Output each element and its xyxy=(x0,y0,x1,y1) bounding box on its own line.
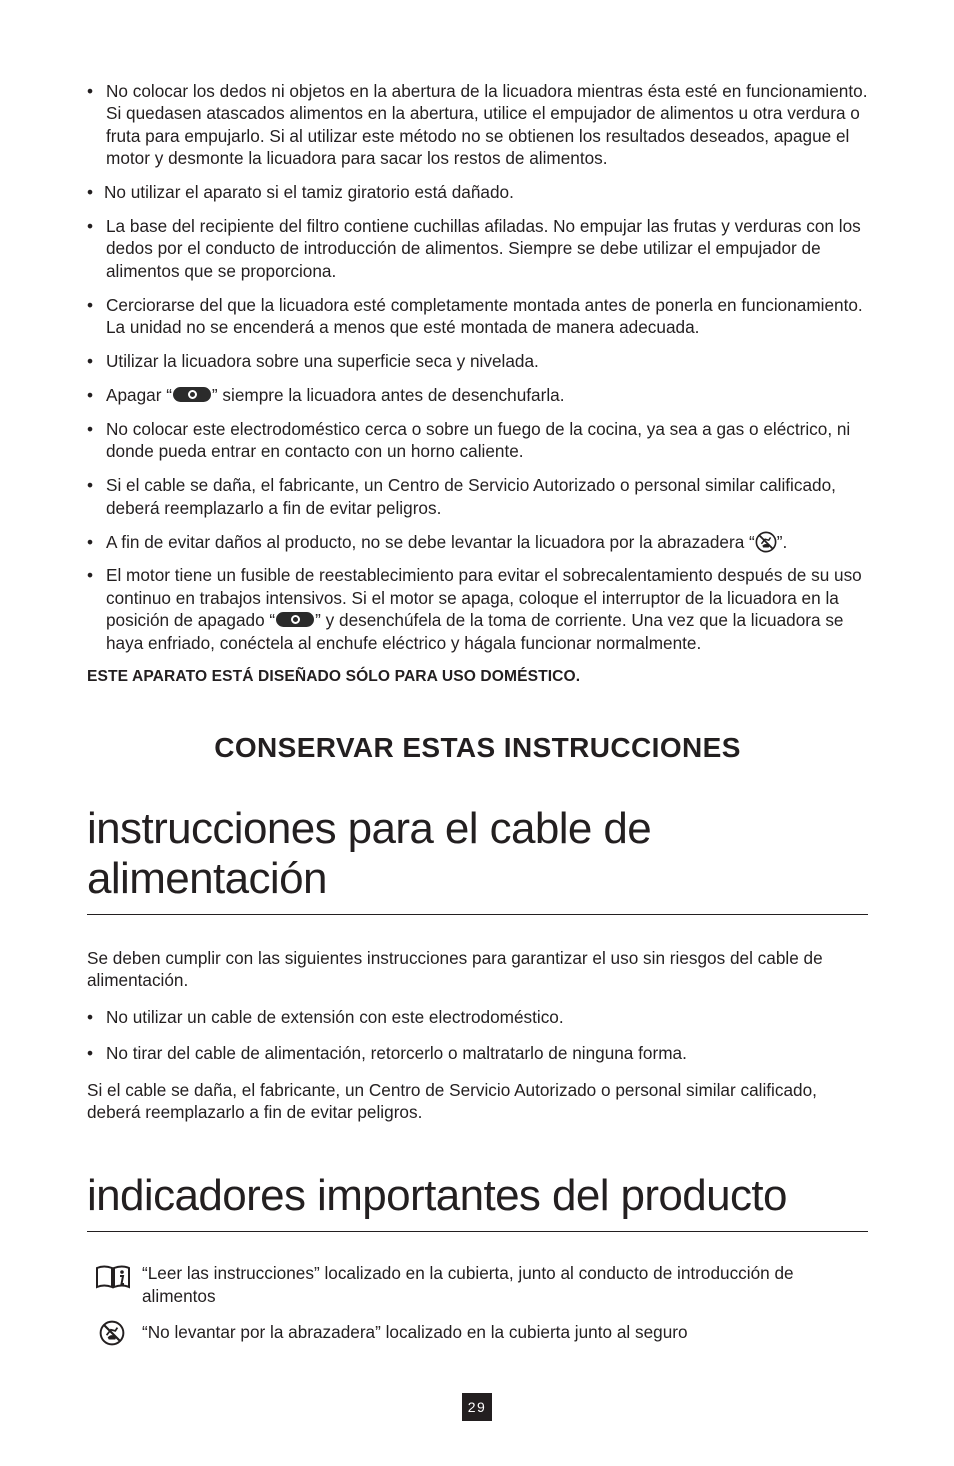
list-item: • Utilizar la licuadora sobre una superficie seca y nivelada. xyxy=(87,351,539,372)
bullet-text: ” siempre la licuadora antes de desenchufarla. xyxy=(211,384,565,405)
bullet-text: Apagar “ xyxy=(106,384,172,405)
list-item: • La base del recipiente del filtro contiene cuchillas afiladas. No empujar las frutas y verduras con los dedos por el conducto de introducción de alimentos. Siempre se debe utilizar el empujador de alimentos que se proporciona. xyxy=(87,216,861,281)
cord-section-title: instrucciones para el cable de alimentación xyxy=(87,804,868,915)
no-lift-clamp-icon xyxy=(99,1320,125,1346)
bullet-text: No colocar los dedos ni objetos en la abertura de la licuadora mientras ésta esté en funcionamiento. Si quedasen atascados alimentos en la abertura, utilice el empujador de alimentos u otra verdura o fruta para empujarlo. Si al utilizar este método no se obtienen los resultados deseados, apague el motor y desmonte la licuadora para sacar los restos de alimentos. xyxy=(106,81,868,169)
indicator-text: “Leer las instrucciones” localizado en la cubierta, junto al conducto de introducción de alimentos xyxy=(142,1263,794,1306)
bullet-text: No utilizar un cable de extensión con este electrodoméstico. xyxy=(106,1006,564,1027)
list-item: • Apagar “ ” siempre la licuadora antes de desenchufarla. xyxy=(87,384,565,405)
list-item: • Cerciorarse del que la licuadora esté completamente montada antes de ponerla en funcionamiento. La unidad no se encenderá a menos que esté montada de manera adecuada. xyxy=(87,294,863,338)
page-number: 29 xyxy=(462,1393,492,1421)
bullet-text: Cerciorarse del que la licuadora esté completamente montada antes de ponerla en funcionamiento. La unidad no se encenderá a menos que esté montada de manera adecuada. xyxy=(106,294,863,338)
cord-bullet-list xyxy=(87,1006,868,1065)
bullet-text: No utilizar el aparato si el tamiz giratorio está dañado. xyxy=(104,182,514,203)
read-instructions-icon xyxy=(95,1264,131,1290)
list-item: • No tirar del cable de alimentación, retorcerlo o maltratarlo de ninguna forma. xyxy=(87,1043,687,1064)
list-item: • El motor tiene un fusible de reestablecimiento para evitar el sobrecalentamiento después de su uso continuo en trabajos intensivos. Si el motor se apaga, coloque el interruptor de la licuadora en la posición de apagado “ ” y desenchúfela de la toma de corriente. Una vez que la licuadora se haya enfriado, conéctela al enchufe eléctrico y hágala funcionar normalmente. xyxy=(87,565,862,653)
bullet-text: ” y desenchúfela de la toma de corriente. Una vez que la licuadora se haya enfriado, conéctela al enchufe eléctrico y hágala funcionar normalmente. xyxy=(106,610,844,653)
list-item: • A fin de evitar daños al producto, no se debe levantar la licuadora por la abrazadera “ ”. xyxy=(87,531,788,552)
list-item: • No utilizar el aparato si el tamiz giratorio está dañado. xyxy=(87,182,514,203)
save-instructions-heading: CONSERVAR ESTAS INSTRUCCIONES xyxy=(214,732,741,764)
list-item: • No colocar este electrodoméstico cerca o sobre un fuego de la cocina, ya sea a gas o eléctrico, ni donde pueda entrar en contacto con un horno caliente. xyxy=(87,418,851,462)
no-lift-clamp-icon xyxy=(755,531,777,553)
list-item xyxy=(87,1262,868,1307)
list-item xyxy=(87,1321,868,1343)
bullet-text: No colocar este electrodoméstico cerca o sobre un fuego de la cocina, ya sea a gas o eléctrico, ni donde pueda entrar en contacto con un horno caliente. xyxy=(106,418,851,462)
bullet-text: Si el cable se daña, el fabricante, un Centro de Servicio Autorizado o personal similar calificado, deberá reemplazarlo a fin de evitar peligros. xyxy=(106,475,836,518)
household-notice: ESTE APARATO ESTÁ DISEÑADO SÓLO PARA USO DOMÉSTICO. xyxy=(87,668,581,686)
indicators-list xyxy=(87,1262,868,1343)
off-button-icon xyxy=(173,387,211,402)
indicator-text: “No levantar por la abrazadera” localizado en la cubierta junto al seguro xyxy=(142,1322,688,1343)
bullet-text: Utilizar la licuadora sobre una superficie seca y nivelada. xyxy=(106,351,539,372)
bullet-text: A fin de evitar daños al producto, no se debe levantar la licuadora por la abrazadera “ xyxy=(106,531,755,552)
cord-section-intro: Se deben cumplir con las siguientes instrucciones para garantizar el uso sin riesgos del cable de alimentación. xyxy=(87,948,823,991)
safety-bullet-list xyxy=(87,80,868,654)
indicators-section-title: indicadores importantes del producto xyxy=(87,1171,868,1232)
list-item: • No colocar los dedos ni objetos en la abertura de la licuadora mientras ésta esté en funcionamiento. Si quedasen atascados alimentos en la abertura, utilice el empujador de alimentos u otra verdura o fruta para empujarlo. Si al utilizar este método no se obtienen los resultados deseados, apague el motor y desmonte la licuadora para sacar los restos de alimentos. xyxy=(87,81,868,169)
bullet-text: ”. xyxy=(776,531,788,552)
bullet-text: La base del recipiente del filtro contiene cuchillas afiladas. No empujar las frutas y verduras con los dedos por el conducto de introducción de alimentos. Siempre se debe utilizar el empujador de alimentos que se proporciona. xyxy=(106,216,861,281)
cord-section-closing: Si el cable se daña, el fabricante, un Centro de Servicio Autorizado o personal similar calificado, deberá reemplazarlo a fin de evitar peligros. xyxy=(87,1079,817,1123)
off-button-icon xyxy=(276,612,314,627)
bullet-text: El motor tiene un fusible de reestablecimiento para evitar el sobrecalentamiento después de su uso continuo en trabajos intensivos. Si el motor se apaga, coloque el interruptor de la licuadora en la posición de apagado “ xyxy=(106,565,862,631)
page-content xyxy=(87,80,868,1358)
list-item: • No utilizar un cable de extensión con este electrodoméstico. xyxy=(87,1006,564,1027)
bullet-text: No tirar del cable de alimentación, retorcerlo o maltratarlo de ninguna forma. xyxy=(106,1043,687,1064)
list-item: • Si el cable se daña, el fabricante, un Centro de Servicio Autorizado o personal similar calificado, deberá reemplazarlo a fin de evitar peligros. xyxy=(87,475,836,518)
